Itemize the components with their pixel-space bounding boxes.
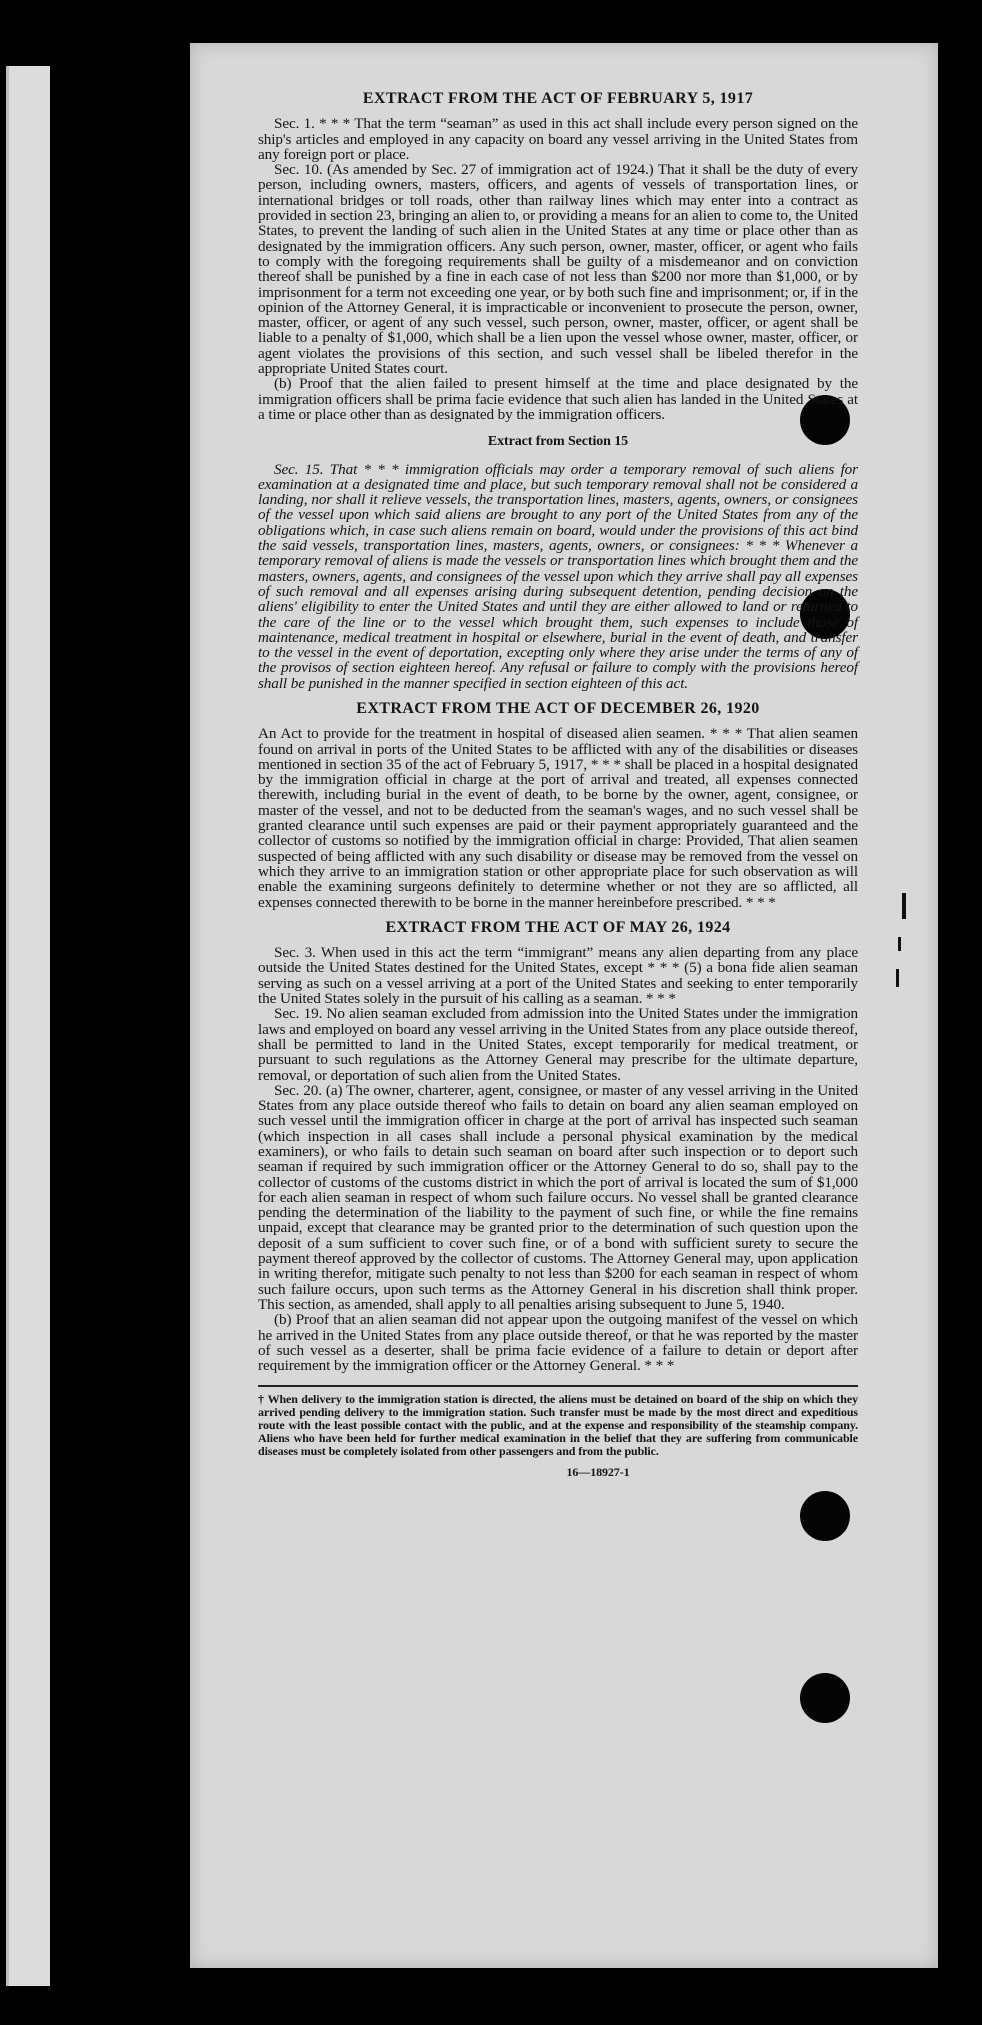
- sec-1-paragraph: Sec. 1. * * * That the term “seaman” as used in this act shall include every person signed on the ship's articles and employed in any capacity on board any vessel arriving in the United States from any foreign port or place.: [258, 115, 858, 163]
- ink-mark: [898, 937, 901, 951]
- sec-3-paragraph: Sec. 3. When used in this act the term “immigrant” means any alien departing from any place outside the United States destined for the United States, except * * * (5) a bona fide alien seaman serving as such on a vessel arriving at a port of the United States and seeking to enter temporarily the United States solely in the pursuit of his calling as a seaman. * * *: [258, 944, 858, 1008]
- sec-10b-paragraph: (b) Proof that the alien failed to present himself at the time and place designated by the immigration officers shall be prima facie evidence that such alien has landed in the United States at a time or place other than as designated by the immigration officers.: [258, 375, 858, 423]
- title-1920: EXTRACT FROM THE ACT OF DECEMBER 26, 1920: [356, 699, 760, 717]
- document-page: [190, 43, 938, 1968]
- left-film-strip: [6, 66, 50, 1986]
- punch-hole: [800, 1673, 850, 1723]
- footnote: † When delivery to the immigration station is directed, the aliens must be detained on board of the ship on which they arrived pending delivery to the immigration station. Such transfer must be made by the most direct and expeditious route with the least possible contact with the public, and at the expense and responsibility of the steamship company. Aliens who have been held for further medical examination in the belief that they are suffering from communicable diseases must be completely isolated from other passengers and from the public.: [258, 1385, 858, 1457]
- ink-mark: [896, 969, 899, 987]
- sec-20b-paragraph: (b) Proof that an alien seaman did not appear upon the outgoing manifest of the vessel on which he arrived in the United States from any place outside thereof, or that he was reported by the master of such vessel as a deserter, shall be prima facie evidence of a failure to detain or deport after requirement by the immigration officer or the Attorney General. * * *: [258, 1311, 858, 1375]
- strip-edge: [6, 66, 9, 1986]
- punch-hole: [800, 1491, 850, 1541]
- title-1917: EXTRACT FROM THE ACT OF FEBRUARY 5, 1917: [362, 90, 754, 107]
- document-text: [258, 91, 858, 1481]
- act-1917-section: [258, 116, 858, 422]
- sec-20a-paragraph: Sec. 20. (a) The owner, charterer, agent, consignee, or master of any vessel arriving in the United States from any place outside thereof who fails to detain on board any alien seaman employed on such vessel until the immigration officer in charge at the port of arrival has inspected such seaman (which inspection in all cases shall include a personal physical examination by the medical examiners), or who fails to detain such seaman on board after such inspection or to deport such seaman if required by such immigration officer or the Attorney General to do so, shall pay to the collector of customs of the customs district in which the port of arrival is located the sum of $1,000 for each alien seaman in respect of whom such failure occurs. No vessel shall be granted clearance pending the determination of the liability to the payment of such fine, or while the fine remains unpaid, except that clearance may be granted prior to the determination of such question upon the deposit of a sum sufficient to cover such fine, or of a bond with sufficient surety to secure the payment thereof approved by the collector of customs. The Attorney General may, upon application in writing therefor, mitigate such penalty to not less than $200 for each seaman in respect of whom such failure occurs, upon such terms as the Attorney General in his discretion shall think proper. This section, as amended, shall apply to all penalties arising subsequent to June 5, 1940.: [258, 1081, 858, 1313]
- act-1920-paragraph: An Act to provide for the treatment in hospital of diseased alien seamen. * * * That alien seamen found on arrival in ports of the United States to be afflicted with any of the disabilities or diseases mentioned in section 35 of the act of February 5, 1917, * * * shall be placed in a hospital designated by the immigration official in charge at the port of arrival and treated, all expenses connected therewith, including burial in the event of death, to be borne by the owner, agent, consignee, or master of the vessel, and not to be deducted from the seaman's wages, and no such vessel shall be granted clearance until such expenses are paid or their payment appropriately guaranteed and the collector of customs so notified by the immigration official in charge: Provided, That alien seamen suspected of being afflicted with any such disability or disease may be removed from the vessel on which they arrive to an immigration station or other appropriate place for such observation as will enable the examining surgeons definitely to determine whether or not they are so afflicted, all expenses connected therewith to be borne in the manner hereinbefore prescribed. * * *: [258, 725, 858, 911]
- section-15-heading: Extract from Section 15: [487, 434, 629, 450]
- sec-15-paragraph: Sec. 15. That * * * immigration officials may order a temporary removal of such aliens for examination at a designated time and place, but such temporary removal shall not be considered a landing, nor shall it relieve vessels, the transportation lines, masters, agents, owners, or consignees of the vessel upon which said aliens are brought to any port of the United States from any of the obligations which, in case such aliens remain on board, would under the provisions of this act bind the said vessels, transportation lines, masters, agents, owners, or consignees: * * * Whenever a temporary removal of aliens is made the vessels or transportation lines which brought them and the masters, owners, agents, and consignees of the vessel upon which they arrive shall pay all expenses of such removal and all expenses arising during subsequent detention, pending decision on the aliens' eligibility to enter the United States and until they are either allowed to land or returned to the care of the line or to the vessel which brought them, such expenses to include those of maintenance, medical treatment in hospital or elsewhere, burial in the event of death, and transfer to the vessel in the event of deportation, excepting only where they arise under the terms of any of the provisos of section eighteen hereof. Any refusal or failure to comply with the provisions hereof shall be punished in the manner specified in section eighteen of this act.: [258, 460, 858, 692]
- act-1924-section: [258, 945, 858, 1373]
- ink-mark: [902, 893, 906, 919]
- sec-10-paragraph: Sec. 10. (As amended by Sec. 27 of immigration act of 1924.) That it shall be the duty of every person, including owners, masters, officers, and agents of vessels of transportation lines, or international bridges or toll roads, other than railway lines which may enter into a contract as provided in section 23, bringing an alien to, or providing a means for an alien to come to, the United States, to prevent the landing of such alien in the United States at any time or place other than as designated by the immigration officers. Any such person, owner, master, officer, or agent who fails to comply with the foregoing requirements shall be guilty of a misdemeanor and on conviction thereof shall be punished by a fine in each case of not less than $200 nor more than $1,000, or by imprisonment for a term not exceeding one year, or by both such fine and imprisonment; or, if in the opinion of the Attorney General, it is impracticable or inconvenient to prosecute the person, owner, master, officer, or agent of any such vessel, such person, owner, master, officer, or agent shall be liable to a penalty of $1,000, which shall be a lien upon the vessel whose owner, master, officer, or agent violates the provisions of this section, and such vessel shall be libeled therefor in the appropriate United States court.: [258, 161, 858, 378]
- title-1924: EXTRACT FROM THE ACT OF MAY 26, 1924: [385, 918, 731, 936]
- sec-19-paragraph: Sec. 19. No alien seaman excluded from admission into the United States under the immigration laws and employed on board any vessel arriving in the United States from any place outside thereof, shall be permitted to land in the United States, except temporarily for medical treatment, or pursuant to such regulations as the Attorney General may prescribe for the ultimate departure, removal, or deportation of such alien from the United States.: [258, 1005, 858, 1084]
- form-code: 16—18927-1: [566, 1465, 630, 1480]
